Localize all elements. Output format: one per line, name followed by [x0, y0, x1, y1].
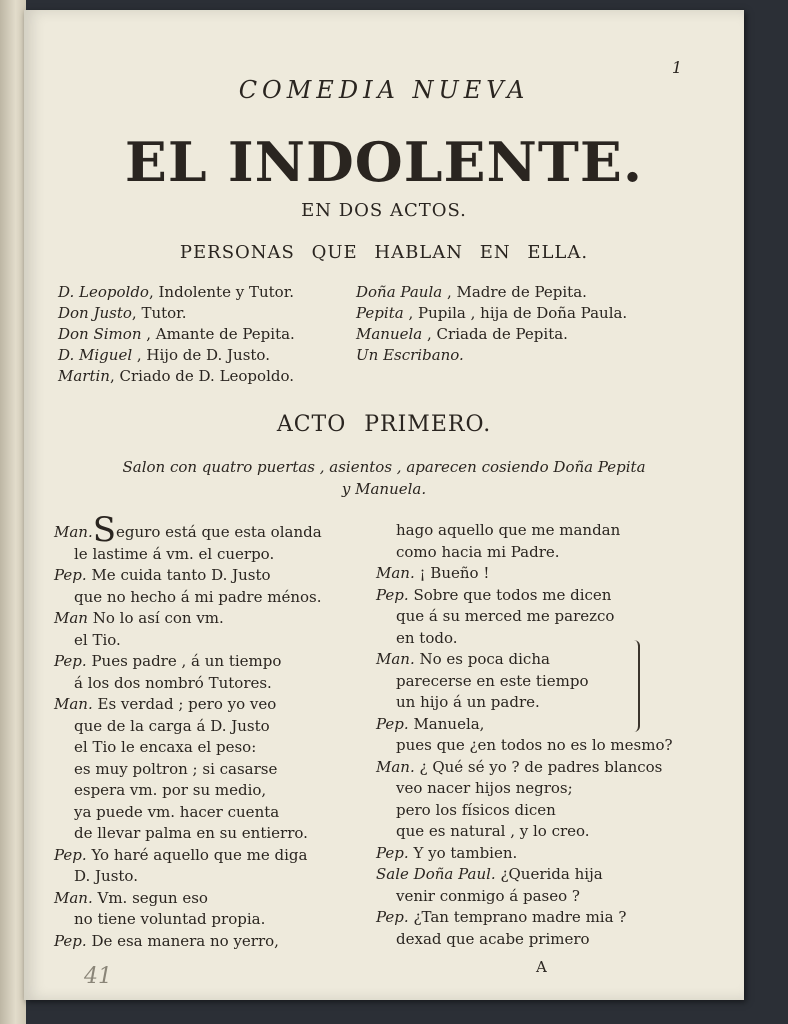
dialogue-line: que es natural , y lo creo.: [396, 822, 590, 840]
drop-cap: S: [92, 510, 117, 550]
cast-entry: Don Justo, Tutor.: [58, 304, 187, 322]
margin-bracket: [630, 640, 640, 732]
dialogue-column-left: [54, 510, 374, 952]
dialogue-line: el Tio le encaxa el peso:: [74, 738, 257, 756]
dialogue-line: ya puede vm. hacer cuenta: [74, 802, 280, 821]
dialogue-line: como hacia mi Padre.: [396, 542, 560, 561]
cast-entry: Doña Paula , Madre de Pepita.: [356, 283, 587, 301]
page-title: EL INDOLENTE.: [124, 130, 644, 194]
cast-entry: D. Miguel , Hijo de D. Justo.: [58, 346, 270, 364]
dialogue-line: parecerse en este tiempo: [396, 671, 589, 690]
stage-direction-line: y Manuela.: [341, 480, 427, 498]
pencil-annotation: 41: [84, 964, 112, 989]
dialogue-line: Man. ¿ Qué sé yo ? de padres blancos: [376, 757, 663, 776]
dialogue-line: veo nacer hijos negros;: [396, 779, 573, 797]
dialogue-line: que de la carga á D. Justo: [74, 716, 270, 735]
dialogue-line: Pep. Y yo tambien.: [376, 843, 518, 862]
dialogue-line: un hijo á un padre.: [396, 693, 540, 711]
subtitle: COMEDIA NUEVA: [238, 76, 530, 104]
cast-list-left: [58, 282, 358, 387]
stage-direction-line: Salon con quatro puertas , asientos , aparecen cosiendo Doña Pepita: [122, 458, 646, 476]
dialogue-line: pues que ¿en todos no es lo mesmo?: [396, 736, 673, 754]
dialogue-line: Sale Doña Paul. ¿Querida hija: [376, 865, 603, 883]
dialogue-line: Pep. Sobre que todos me dicen: [376, 585, 612, 604]
dialogue-line: Pep. Pues padre , á un tiempo: [54, 652, 282, 670]
dialogue-line: que á su merced me parezco: [396, 607, 615, 625]
dialogue-line: dexad que acabe primero: [396, 929, 590, 948]
dialogue-line: hago aquello que me mandan: [396, 521, 621, 539]
cast-entry: Pepita , Pupila , hija de Doña Paula.: [356, 304, 628, 322]
stage-direction: [64, 456, 704, 500]
dialogue-line: Man. No es poca dicha: [376, 650, 550, 668]
cast-entry: Don Simon , Amante de Pepita.: [58, 325, 295, 343]
dialogue-line: es muy poltron ; si casarse: [74, 759, 278, 778]
persons-heading: PERSONAS QUE HABLAN EN ELLA.: [179, 242, 589, 263]
dialogue-line: el Tio.: [74, 630, 121, 649]
dialogue-line: en todo.: [396, 628, 458, 647]
dialogue-line: Pep. Me cuida tanto D. Justo: [54, 566, 271, 584]
dialogue-line: Man.Seguro está que esta olanda: [54, 510, 322, 550]
dialogue-line: Man. Vm. segun eso: [54, 888, 208, 907]
dialogue-line: espera vm. por su medio,: [74, 781, 267, 799]
cast-entry: Manuela , Criada de Pepita.: [356, 325, 568, 343]
page-number: 1: [671, 58, 682, 77]
acts-line: EN DOS ACTOS.: [301, 200, 467, 221]
dialogue-line: no tiene voluntad propia.: [74, 910, 266, 928]
cast-list-right: [356, 282, 696, 366]
dialogue-line: Man No lo así con vm.: [54, 609, 224, 627]
dialogue-line: venir conmigo á paseo ?: [396, 886, 580, 905]
dialogue-line: de llevar palma en su entierro.: [74, 824, 308, 842]
dialogue-line: Man. Es verdad ; pero yo veo: [54, 695, 277, 713]
cast-entry: D. Leopoldo, Indolente y Tutor.: [58, 283, 294, 301]
dialogue-line: Pep. Manuela,: [376, 714, 485, 733]
dialogue-line: Man. ¡ Bueño !: [376, 564, 490, 582]
dialogue-line: Pep. Yo haré aquello que me diga: [54, 845, 308, 864]
dialogue-line: Pep. ¿Tan temprano madre mia ?: [376, 908, 627, 926]
cast-entry: Martin, Criado de D. Leopoldo.: [58, 367, 295, 385]
dialogue-line: á los dos nombró Tutores.: [74, 673, 272, 692]
dialogue-line: Pep. De esa manera no yerro,: [54, 931, 279, 950]
dialogue-line: le lastime á vm. el cuerpo.: [74, 544, 275, 563]
book-page: [24, 10, 744, 1000]
signature-mark: A: [536, 958, 547, 976]
act-heading: ACTO PRIMERO.: [276, 412, 492, 437]
dialogue-line: D. Justo.: [74, 867, 138, 885]
dialogue-line: pero los físicos dicen: [396, 800, 556, 819]
dialogue-line: que no hecho á mi padre ménos.: [74, 587, 322, 606]
dialogue-column-right: [376, 520, 716, 950]
cast-entry: Un Escribano.: [356, 346, 464, 364]
